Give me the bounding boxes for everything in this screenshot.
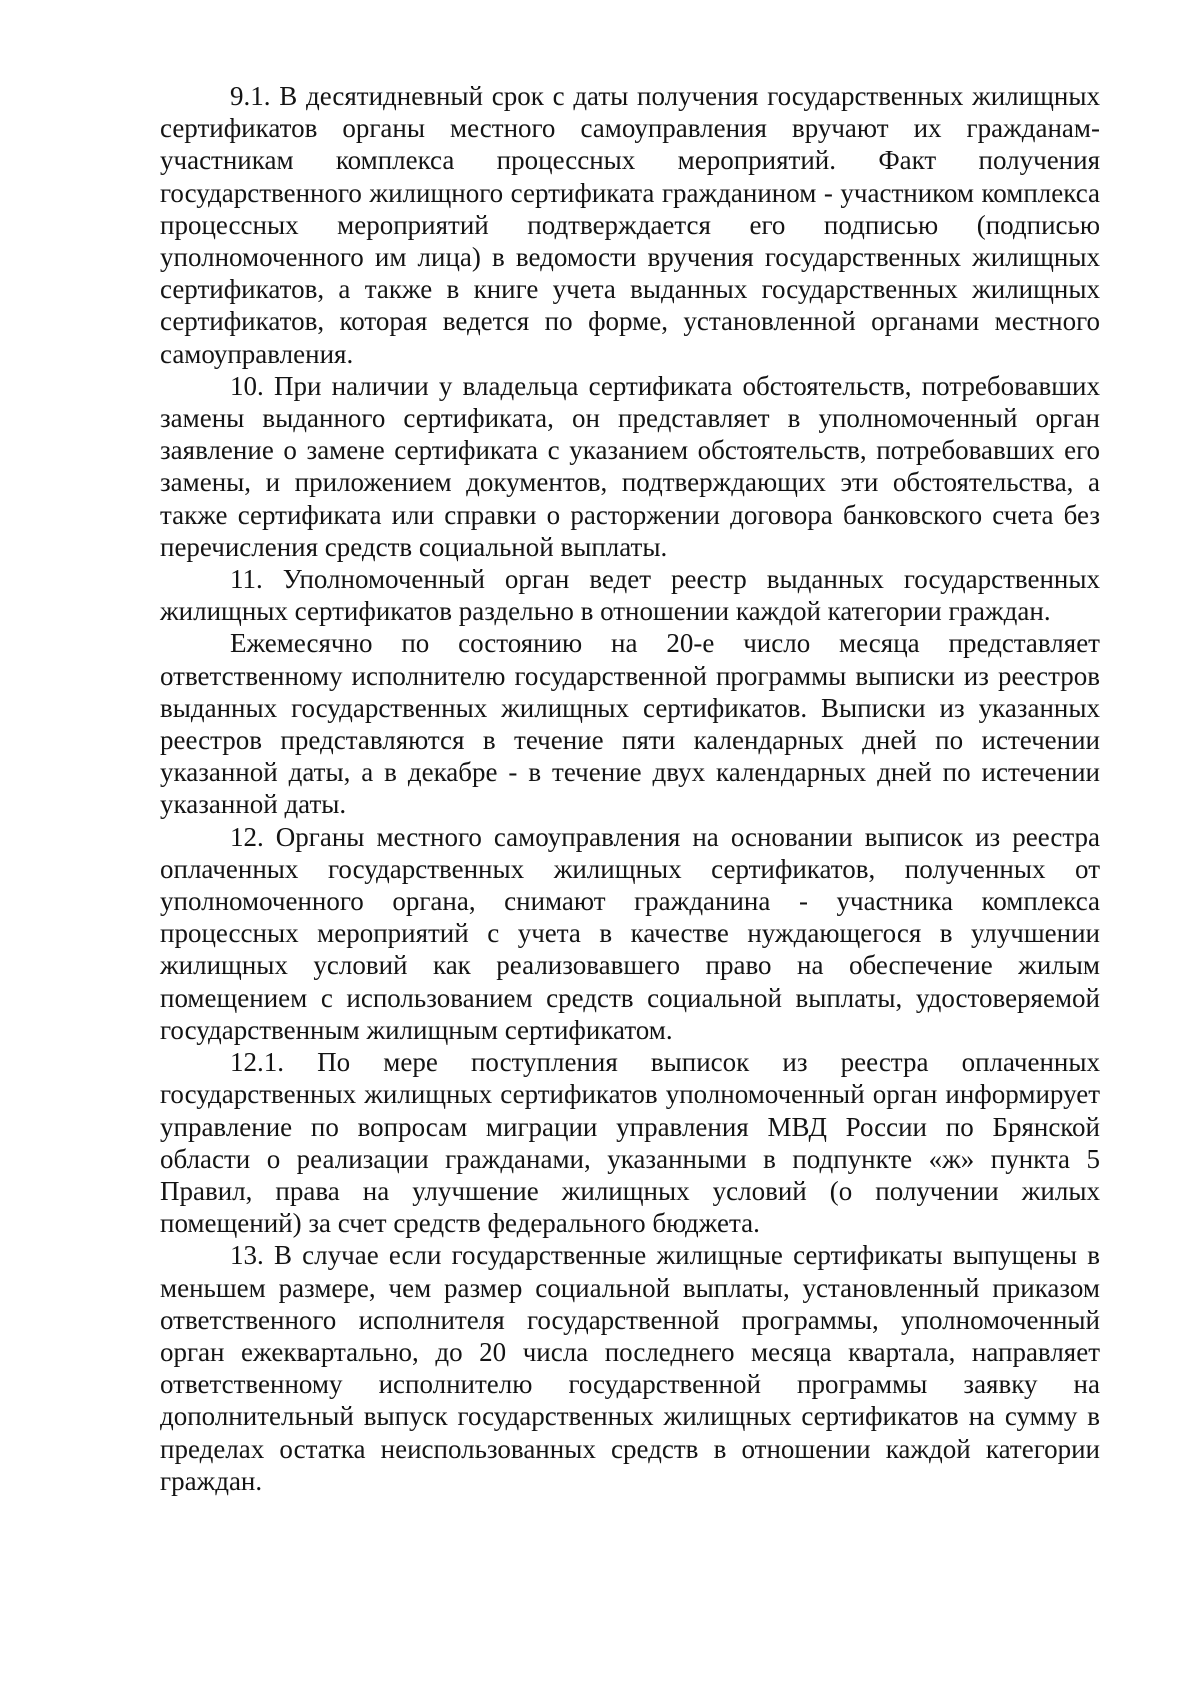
paragraph-11-monthly: Ежемесячно по состоянию на 20-е число месяца представляет ответственному исполнителю государственной программы выписки из реестров выданных государственных жилищных сертификатов. Выписки из указанных реестров представляются в течение пяти календарных дней по истечении указанной даты, а в декабре - в течение двух календарных дней по истечении указанной даты. (160, 628, 1100, 820)
paragraph-9-1: 9.1. В десятидневный срок с даты получения государственных жилищных сертификатов органы местного самоуправления вручают их гражданам-участникам комплекса процессных мероприятий. Факт получения государственного жилищного сертификата гражданином - участником комплекса процессных мероприятий подтверждается его подписью (подписью уполномоченного им лица) в ведомости вручения государственных жилищных сертификатов, а также в книге учета выданных государственных жилищных сертификатов, которая ведется по форме, установленной органами местного самоуправления. (160, 81, 1100, 369)
paragraph-11: 11. Уполномоченный орган ведет реестр выданных государственных жилищных сертификатов раздельно в отношении каждой категории граждан. (160, 564, 1100, 627)
document-body (160, 80, 1100, 1497)
paragraph-12: 12. Органы местного самоуправления на основании выписок из реестра оплаченных государственных жилищных сертификатов, полученных от уполномоченного органа, снимают гражданина - участника комплекса процессных мероприятий с учета в качестве нуждающегося в улучшении жилищных условий как реализовавшего право на обеспечение жилым помещением с использованием средств социальной выплаты, удостоверяемой государственным жилищным сертификатом. (160, 821, 1100, 1045)
paragraph-10: 10. При наличии у владельца сертификата обстоятельств, потребовавших замены выданного сертификата, он представляет в уполномоченный орган заявление о замене сертификата с указанием обстоятельств, потребовавших его замены, и приложением документов, подтверждающих эти обстоятельства, а также сертификата или справки о расторжении договора банковского счета без перечисления средств социальной выплаты. (160, 370, 1100, 562)
paragraph-12-1: 12.1. По мере поступления выписок из реестра оплаченных государственных жилищных сертификатов уполномоченный орган информирует управление по вопросам миграции управления МВД России по Брянской области о реализации гражданами, указанными в подпункте «ж» пункта 5 Правил, права на улучшение жилищных условий (о получении жилых помещений) за счет средств федерального бюджета. (160, 1047, 1100, 1239)
paragraph-13: 13. В случае если государственные жилищные сертификаты выпущены в меньшем размере, чем размер социальной выплаты, установленный приказом ответственного исполнителя государственной программы, уполномоченный орган ежеквартально, до 20 числа последнего месяца квартала, направляет ответственному исполнителю государственной программы заявку на дополнительный выпуск государственных жилищных сертификатов на сумму в пределах остатка неиспользованных средств в отношении каждой категории граждан. (160, 1240, 1100, 1496)
